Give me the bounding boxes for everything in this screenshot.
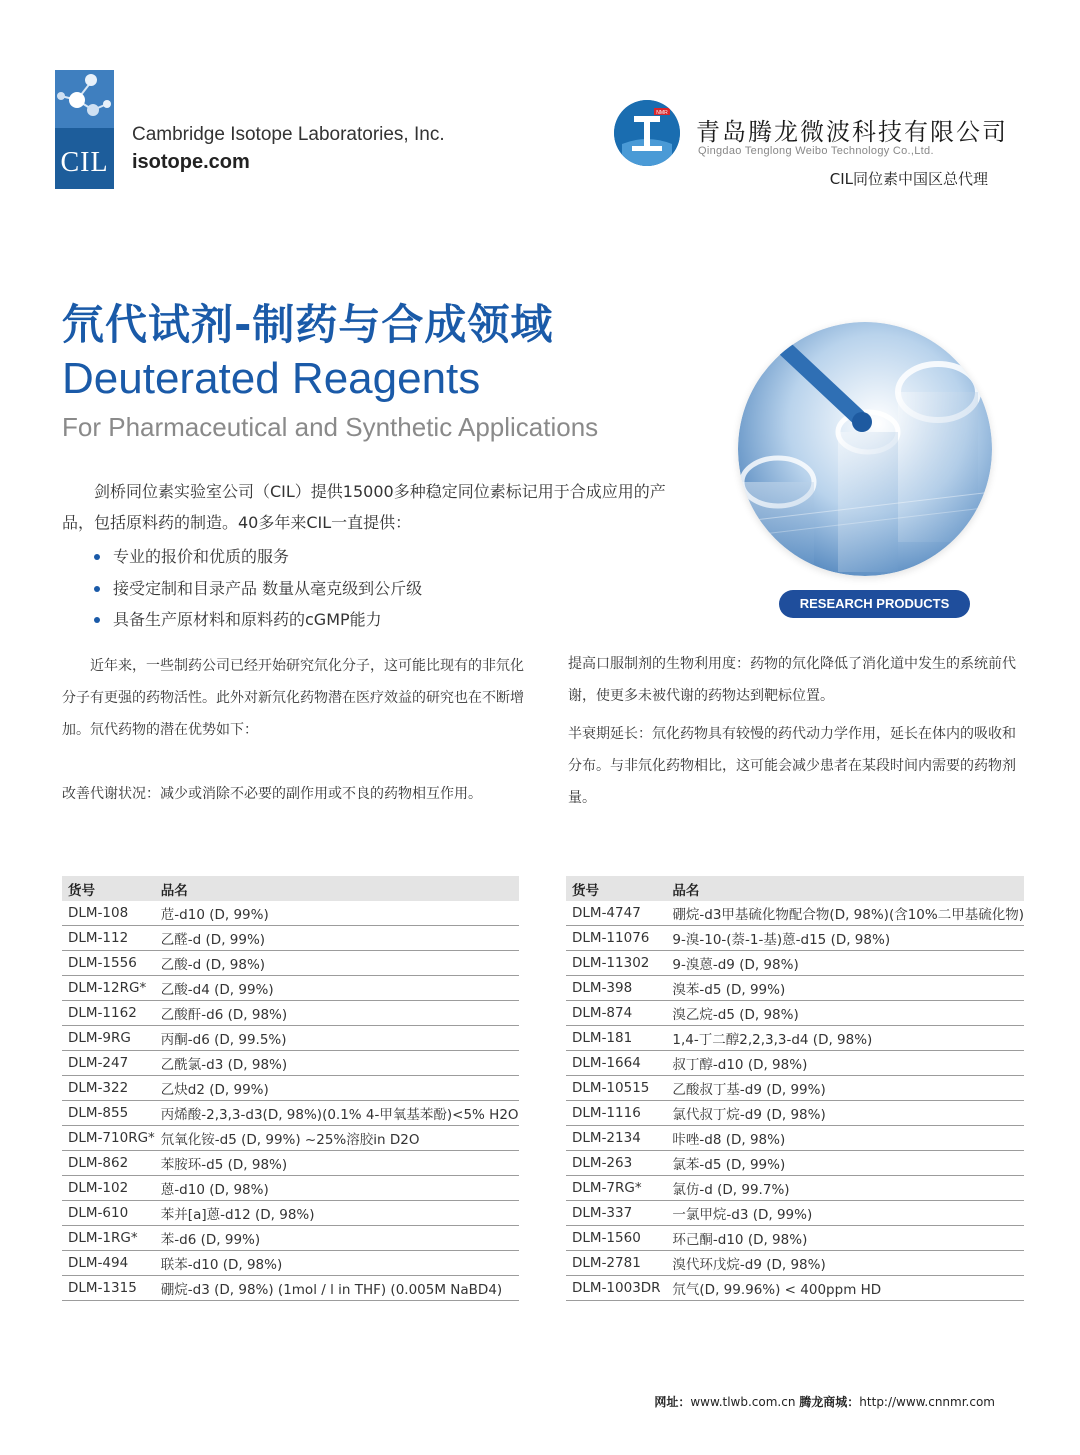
footer-site-label: 网址： [654,1395,691,1409]
product-name: 1,4-丁二醇2,2,3,3-d4 (D, 98%) [666,1026,1024,1051]
body-right-column [568,648,1024,820]
table-row [566,1151,1024,1176]
product-code: DLM-398 [566,976,666,1001]
bullet-item [94,541,422,573]
product-name: 乙酸-d (D, 98%) [155,951,519,976]
product-name: 丙烯酸-2,3,3-d3(D, 98%)(0.1% 4-甲氧基苯酚)<5% H2O [155,1101,519,1126]
tenglong-logo [614,100,680,166]
product-name: 丙酮-d6 (D, 99.5%) [155,1026,519,1051]
product-name: 苯-d6 (D, 99%) [155,1226,519,1251]
table-row [62,1226,519,1251]
table-row [62,1001,519,1026]
cil-logo [55,70,114,189]
table-row [566,1276,1024,1301]
product-name: 乙酸叔丁基-d9 (D, 99%) [666,1076,1024,1101]
product-code: DLM-1315 [62,1276,155,1301]
bullet-dot-icon [94,586,100,592]
product-code: DLM-855 [62,1101,155,1126]
product-code: DLM-1003DR [566,1276,666,1301]
product-name: 9-溴蒽-d9 (D, 98%) [666,951,1024,976]
intro-bullet-list [94,541,422,636]
product-name: 乙酸-d4 (D, 99%) [155,976,519,1001]
product-name: 氘气(D, 99.96%) < 400ppm HD [666,1276,1024,1301]
table-row [566,1001,1024,1026]
table-row [62,1076,519,1101]
bullet-item [94,604,422,636]
table-row [566,951,1024,976]
cil-logo-text: CIL [60,147,109,178]
table-row [566,1201,1024,1226]
product-name: 9-溴-10-(萘-1-基)蒽-d15 (D, 98%) [666,926,1024,951]
table-row [566,1251,1024,1276]
table-header-row [62,876,519,901]
product-code: DLM-181 [566,1026,666,1051]
intro-text: 剑桥同位素实验室公司（CIL）提供15000多种稳定同位素标记用于合成应用的产品，包括原料药的制造。40多年来CIL一直提供： [62,482,666,532]
product-code: DLM-11076 [566,926,666,951]
product-name: 乙酸酐-d6 (D, 98%) [155,1001,519,1026]
product-code: DLM-610 [62,1201,155,1226]
product-code: DLM-337 [566,1201,666,1226]
partner-name-cn: 青岛腾龙微波科技有限公司 [696,118,1008,146]
product-table-right [566,876,1024,1301]
table-row [62,1176,519,1201]
table-row [566,1051,1024,1076]
subtitle-en: For Pharmaceutical and Synthetic Applications [62,412,599,442]
table-row [566,901,1024,926]
product-name: 苯并[a]蒽-d12 (D, 98%) [155,1201,519,1226]
product-code: DLM-263 [566,1151,666,1176]
footer-site-url[interactable]: www.tlwb.com.cn [690,1395,796,1409]
product-code: DLM-1556 [62,951,155,976]
product-name: 溴乙烷-d5 (D, 98%) [666,1001,1024,1026]
product-name: 一氯甲烷-d3 (D, 99%) [666,1201,1024,1226]
product-code: DLM-322 [62,1076,155,1101]
column-header-name: 品名 [155,876,519,901]
table-row [62,1026,519,1051]
tenglong-logo-text: NMR [656,110,668,116]
product-name: 乙酰氯-d3 (D, 98%) [155,1051,519,1076]
cil-company-name: Cambridge Isotope Laboratories, Inc. [132,124,445,145]
product-name: 硼烷-d3甲基硫化物配合物(D, 98%)(含10%二甲基硫化物) [666,901,1024,926]
product-code: DLM-11302 [566,951,666,976]
cil-website[interactable]: isotope.com [132,151,250,173]
product-code: DLM-874 [566,1001,666,1026]
body-right-item-2: 半衰期延长：氘化药物具有较慢的药代动力学作用，延长在体内的吸收和分布。与非氘化药物相比，这可能会减少患者在某段时间内需要的药物剂量。 [568,726,1016,806]
product-code: DLM-1RG* [62,1226,155,1251]
table-row [62,901,519,926]
product-code: DLM-9RG [62,1026,155,1051]
table-row [62,1101,519,1126]
column-header-code: 货号 [62,876,155,901]
product-code: DLM-108 [62,901,155,926]
product-code: DLM-2781 [566,1251,666,1276]
bullet-text: 具备生产原材料和原料药的cGMP能力 [113,610,382,629]
partner-role: CIL同位素中国区总代理 [829,170,988,188]
table-row [62,1151,519,1176]
product-code: DLM-247 [62,1051,155,1076]
product-name: 氯代叔丁烷-d9 (D, 98%) [666,1101,1024,1126]
table-row [62,1251,519,1276]
product-name: 乙醛-d (D, 99%) [155,926,519,951]
table-row [566,926,1024,951]
table-row [62,1051,519,1076]
product-name: 叔丁醇-d10 (D, 98%) [666,1051,1024,1076]
lab-glassware-image [738,322,992,576]
research-products-badge: RESEARCH PRODUCTS [779,590,970,618]
product-code: DLM-1116 [566,1101,666,1126]
body-left-paragraph: 近年来，一些制药公司已经开始研究氘化分子，这可能比现有的非氘化分子有更强的药物活性。此外对新氘化药物潜在医疗效益的研究也在不断增加。氘代药物的潜在优势如下： [62,658,524,738]
product-code: DLM-710RG* [62,1126,155,1151]
table-header-row [566,876,1024,901]
bullet-text: 接受定制和目录产品 数量从毫克级到公斤级 [113,578,423,598]
product-code: DLM-112 [62,926,155,951]
product-name: 环己酮-d10 (D, 98%) [666,1226,1024,1251]
bullet-item [94,573,422,605]
table-row [566,1101,1024,1126]
product-name: 苯胺环-d5 (D, 98%) [155,1151,519,1176]
product-name: 溴代环戊烷-d9 (D, 98%) [666,1251,1024,1276]
bullet-text: 专业的报价和优质的服务 [113,547,290,566]
product-code: DLM-4747 [566,901,666,926]
footer [654,1393,995,1410]
product-code: DLM-1664 [566,1051,666,1076]
product-name: 苊-d10 (D, 99%) [155,901,519,926]
footer-mall-url[interactable]: http://www.cnnmr.com [859,1395,995,1409]
product-name: 乙炔d2 (D, 99%) [155,1076,519,1101]
product-table-left [62,876,519,1301]
table-row [566,1126,1024,1151]
product-name: 蒽-d10 (D, 98%) [155,1176,519,1201]
product-code: DLM-10515 [566,1076,666,1101]
product-code: DLM-12RG* [62,976,155,1001]
title-cn: 氘代试剂-制药与合成领域 [62,300,554,349]
product-code: DLM-102 [62,1176,155,1201]
product-name: 联苯-d10 (D, 98%) [155,1251,519,1276]
column-header-name: 品名 [666,876,1024,901]
title-en: Deuterated Reagents [62,354,481,403]
product-name: 溴苯-d5 (D, 99%) [666,976,1024,1001]
product-name: 氯苯-d5 (D, 99%) [666,1151,1024,1176]
product-code: DLM-862 [62,1151,155,1176]
table-row [566,1026,1024,1051]
product-code: DLM-1162 [62,1001,155,1026]
bullet-dot-icon [94,554,100,560]
product-code: DLM-7RG* [566,1176,666,1201]
table-row [566,976,1024,1001]
intro-paragraph [62,476,692,538]
product-name: 硼烷-d3 (D, 98%) (1mol / l in THF) (0.005M NaBD4) [155,1276,519,1301]
product-name: 氯仿-d (D, 99.7%) [666,1176,1024,1201]
table-row [62,951,519,976]
bullet-dot-icon [94,617,100,623]
footer-mall-label: 腾龙商城： [799,1395,860,1409]
table-row [566,1076,1024,1101]
product-name: 咔唑-d8 (D, 98%) [666,1126,1024,1151]
product-code: DLM-1560 [566,1226,666,1251]
table-row [566,1176,1024,1201]
table-row [62,1126,519,1151]
partner-name-en: Qingdao Tenglong Weibo Technology Co.,Ltd. [698,145,934,157]
molecule-graphic [55,70,114,128]
body-left-column [62,650,532,810]
table-row [62,926,519,951]
body-left-item: 改善代谢状况：减少或消除不必要的副作用或不良的药物相互作用。 [62,786,482,802]
table-row [62,976,519,1001]
product-name: 氘氧化铵-d5 (D, 99%) ~25%溶胶in D2O [155,1126,519,1151]
column-header-code: 货号 [566,876,666,901]
product-code: DLM-494 [62,1251,155,1276]
table-row [62,1276,519,1301]
table-row [566,1226,1024,1251]
table-row [62,1201,519,1226]
product-code: DLM-2134 [566,1126,666,1151]
body-right-item-1: 提高口服制剂的生物利用度：药物的氘化降低了消化道中发生的系统前代谢，使更多未被代谢的药物达到靶标位置。 [568,656,1016,704]
